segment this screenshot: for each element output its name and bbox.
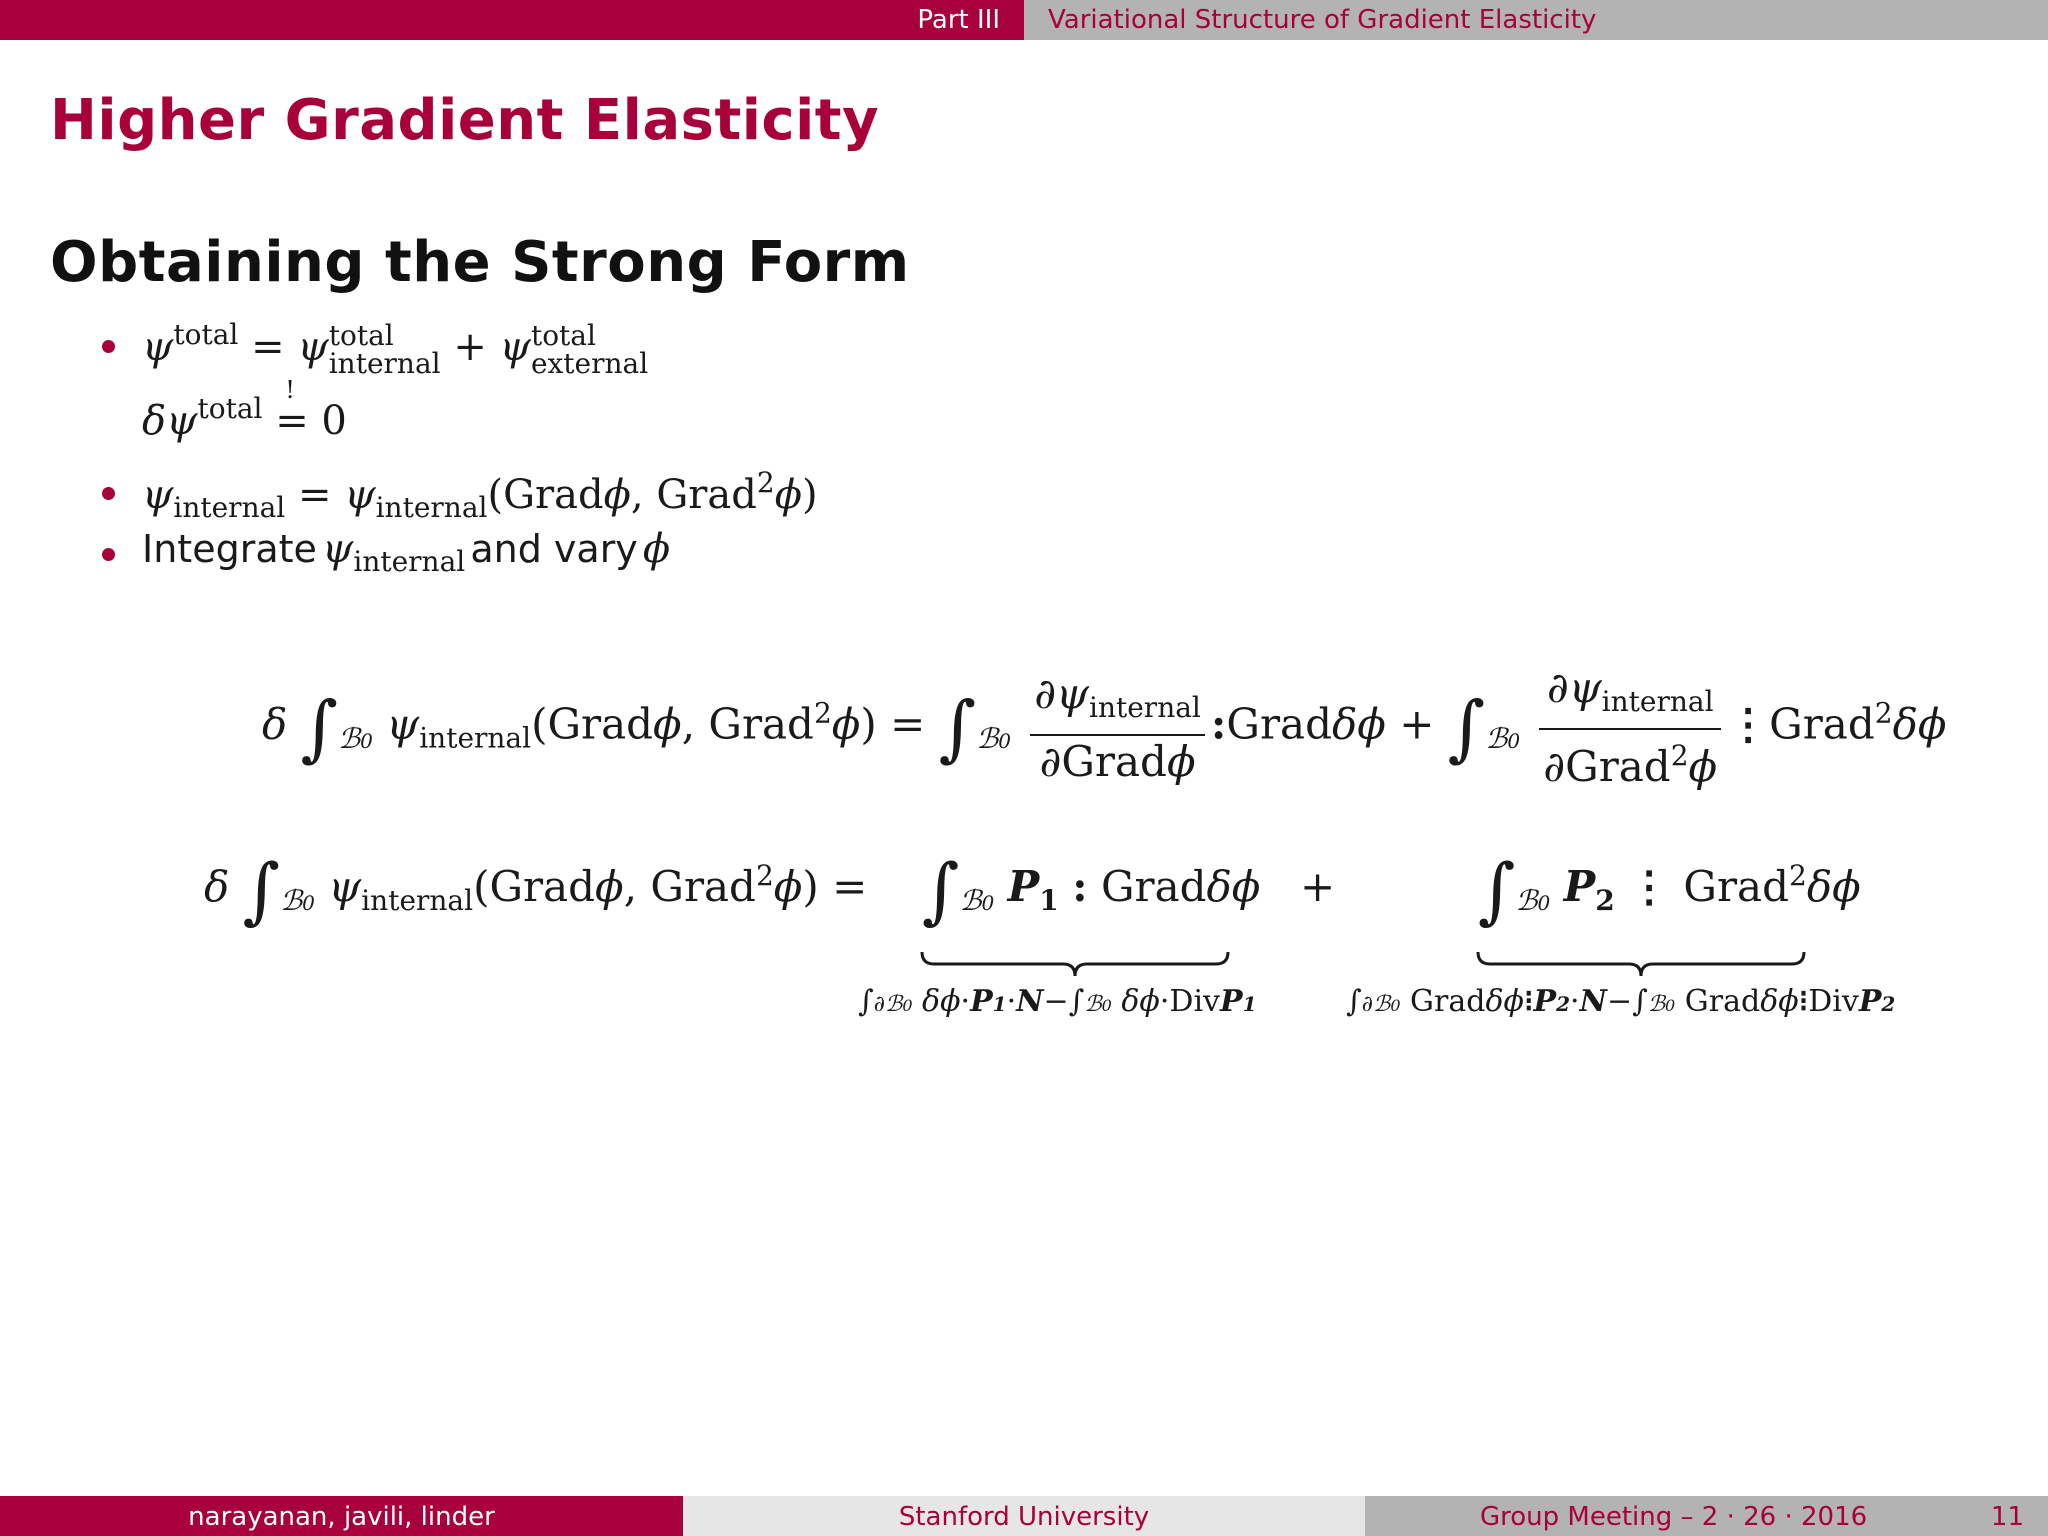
plus-sign: + xyxy=(1300,862,1336,911)
section-title: Obtaining the Strong Form xyxy=(50,230,910,295)
bullet-1-stationarity: $\delta\psi^{total}$ = ! 0 xyxy=(142,376,347,444)
header-topic-label[interactable]: Variational Structure of Gradient Elasticity xyxy=(1048,5,1597,35)
footer-event: Group Meeting – 2 · 26 · 2016 xyxy=(1480,1502,1868,1532)
header-part-label[interactable]: Part III xyxy=(917,5,1000,35)
variation-equation-1: δ $\int_{ℬ0}$ $\psi_{internal}(Grad\phi$, Grad$^2$ϕ) = $\int_{ℬ0}$ $\frac{\partial\psi_{internal}}{\text{∂Gradϕ}}$ :Gradδϕ + $\int_{ℬ0}$ $\frac{\partial\psi_{internal}}{\partial Grad^2\phi}$ ⋮Grad$^2$δϕ xyxy=(262,663,1947,791)
bullet-dot-1 xyxy=(102,340,115,353)
underset-p2-expansion: ∫∂ℬ0 Gradδϕ⁝P2·N−∫ℬ0 Gradδϕ⁝DivP2 xyxy=(1346,984,1896,1019)
footer-bar xyxy=(0,1496,2048,1536)
variation-equation-2: δ $\int_{ℬ0}$ $\psi_{internal}(Grad\phi$, Grad$^2$ϕ) = xyxy=(204,848,868,932)
bullet-dot-3 xyxy=(102,548,115,561)
bullet-3-line: Integrate $\psi_{internal}$ and vary ϕ xyxy=(142,526,671,578)
bullet-1-equation: $\psi^{total} = \psi$ total internal + ψ total external xyxy=(142,318,649,380)
frame-title: Higher Gradient Elasticity xyxy=(50,88,880,153)
header-left-segment xyxy=(0,0,1024,40)
footer-event-segment xyxy=(1365,1496,2048,1536)
term-p1: $\int_{ℬ0}$ $P_1$ : Gradδϕ xyxy=(922,848,1261,932)
footer-authors-segment xyxy=(0,1496,683,1536)
bullet-3-text-integrate: Integrate xyxy=(142,527,317,571)
header-right-segment xyxy=(1024,0,2048,40)
footer-authors: narayanan, javili, linder xyxy=(188,1502,495,1532)
underbrace-p2 xyxy=(1476,950,1806,980)
bullet-dot-2 xyxy=(102,487,115,500)
header-bar xyxy=(0,0,2048,40)
term-p2: $\int_{ℬ0}$ $P_2$ ⋮ Grad$^2$δϕ xyxy=(1478,848,1861,932)
footer-page-number: 11 xyxy=(1990,1502,2024,1532)
underbrace-p1 xyxy=(920,950,1230,980)
bullet-3-text-and-vary: and vary xyxy=(470,527,638,571)
footer-institution-segment xyxy=(683,1496,1365,1536)
bullet-2-equation: $\psi_{internal}$ = $\psi_{internal}(Grad\phi$, Grad$^2$ϕ) xyxy=(142,466,818,524)
underset-p1-expansion: ∫∂ℬ0 δϕ·P1·N−∫ℬ0 δϕ·DivP1 xyxy=(858,984,1257,1019)
footer-institution: Stanford University xyxy=(898,1502,1150,1532)
